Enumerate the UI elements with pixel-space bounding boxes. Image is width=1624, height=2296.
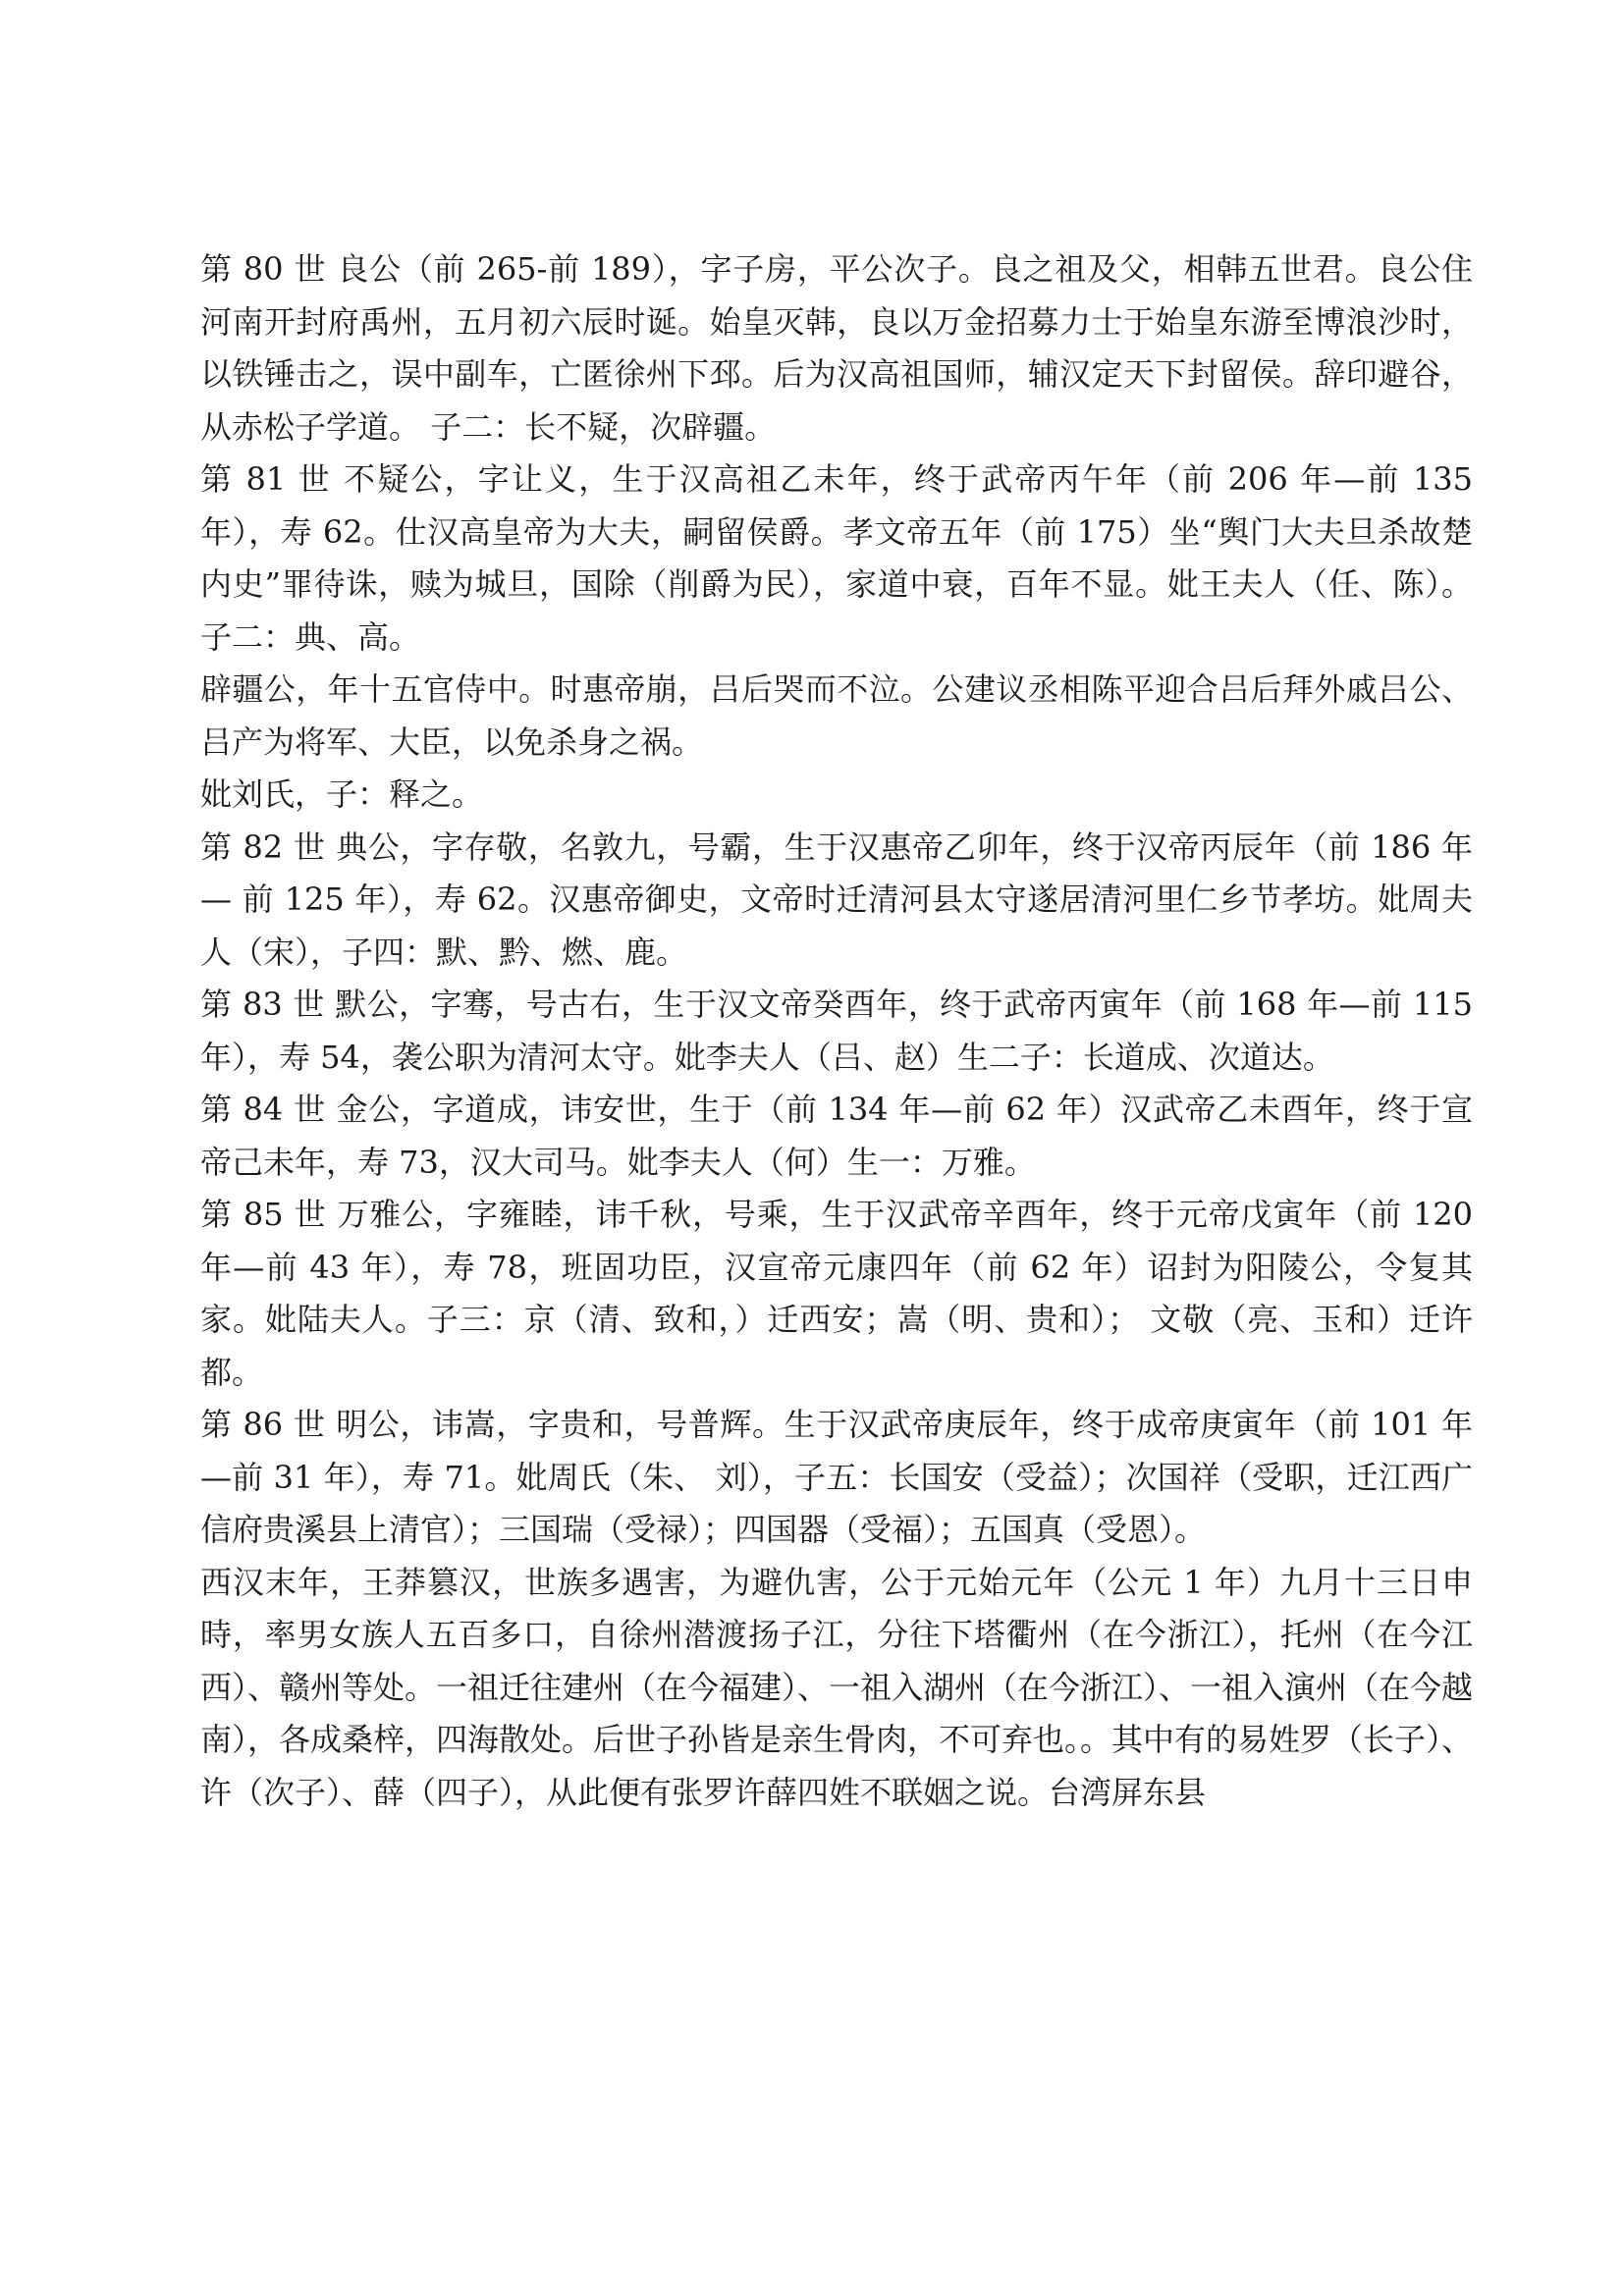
paragraph-gen-84: 第 84 世 金公，字道成，讳安世，生于（前 134 年—前 62 年）汉武帝乙未酉年，终于宣帝己未年，寿 73，汉大司马。妣李夫人（何）生一：万雅。 — [200, 1091, 1473, 1181]
paragraph-bijiang: 辟疆公，年十五官侍中。时惠帝崩，吕后哭而不泣。公建议丞相陈平迎合吕后拜外戚吕公、吕产为将军、大臣，以免杀身之祸。 — [200, 670, 1473, 761]
paragraph-gen-86: 第 86 世 明公，讳嵩，字贵和，号普辉。生于汉武帝庚辰年，终于成帝庚寅年（前 101 年—前 31 年），寿 71。妣周氏（朱、 刘），子五：长国安（受益）；次国祥（受职，迁江西广信府贵溪县上清官）；三国瑞（受禄）；四国器（受福）；五国真（受恩）。 — [200, 1406, 1473, 1548]
paragraph-gen-85: 第 85 世 万雅公，字雍睦，讳千秋，号乘，生于汉武帝辛酉年，终于元帝戊寅年（前 120 年—前 43 年），寿 78，班固功臣，汉宣帝元康四年（前 62 年）诏封为阳陵公，令复其家。妣陆夫人。子三：京（清、致和，）迁西安；嵩（明、贵和）； 文敬（亮、玉和）迁许都。 — [200, 1196, 1473, 1391]
paragraph-gen-80: 第 80 世 良公（前 265-前 189），字子房，平公次子。良之祖及父，相韩五世君。良公住河南开封府禹州，五月初六辰时诞。始皇灭韩，良以万金招募力士于始皇东游至博浪沙时，以铁锤击之，误中副车，亡匿徐州下邳。后为汉高祖国师，辅汉定天下封留侯。辞印避谷，从赤松子学道。 子二：长不疑，次辟疆。 — [200, 250, 1473, 446]
paragraph-gen-82: 第 82 世 典公，字存敬，名敦九，号霸，生于汉惠帝乙卯年，终于汉帝丙辰年（前 186 年— 前 125 年），寿 62。汉惠帝御史，文帝时迁清河县太守遂居清河里仁乡节孝坊。妣周夫人（宋），子四：默、黔、燃、鹿。 — [200, 828, 1473, 971]
document-body — [200, 243, 1473, 1819]
paragraph-bijiang-spouse: 妣刘氏，子：释之。 — [200, 775, 484, 813]
paragraph-migration: 西汉末年，王莽篡汉，世族多遇害，为避仇害，公于元始元年（公元 1 年）九月十三日申時，率男女族人五百多口，自徐州潜渡扬子江，分往下塔衢州（在今浙江），托州（在今江西）、赣州等处。一祖迁往建州（在今福建）、一祖入湖州（在今浙江）、一祖入演州（在今越南），各成桑梓，四海散处。后世子孙皆是亲生骨肉，不可弃也。。其中有的易姓罗（长子）、许（次子）、薛（四子），从此便有张罗许薛四姓不联姻之说。台湾屏东县 — [200, 1563, 1474, 1811]
paragraph-gen-81: 第 81 世 不疑公，字让义，生于汉高祖乙未年，终于武帝丙午年（前 206 年—前 135 年），寿 62。仕汉高皇帝为大夫，嗣留侯爵。孝文帝五年（前 175）坐“舆门大夫旦杀故楚内史”罪待诛，赎为城旦，国除（削爵为民），家道中衰，百年不显。妣王夫人（任、陈）。子二：典、高。 — [200, 460, 1473, 656]
paragraph-gen-83: 第 83 世 默公，字骞，号古右，生于汉文帝癸酉年，终于武帝丙寅年（前 168 年—前 115 年），寿 54，袭公职为清河太守。妣李夫人（吕、赵）生二子：长道成、次道达。 — [200, 986, 1473, 1076]
